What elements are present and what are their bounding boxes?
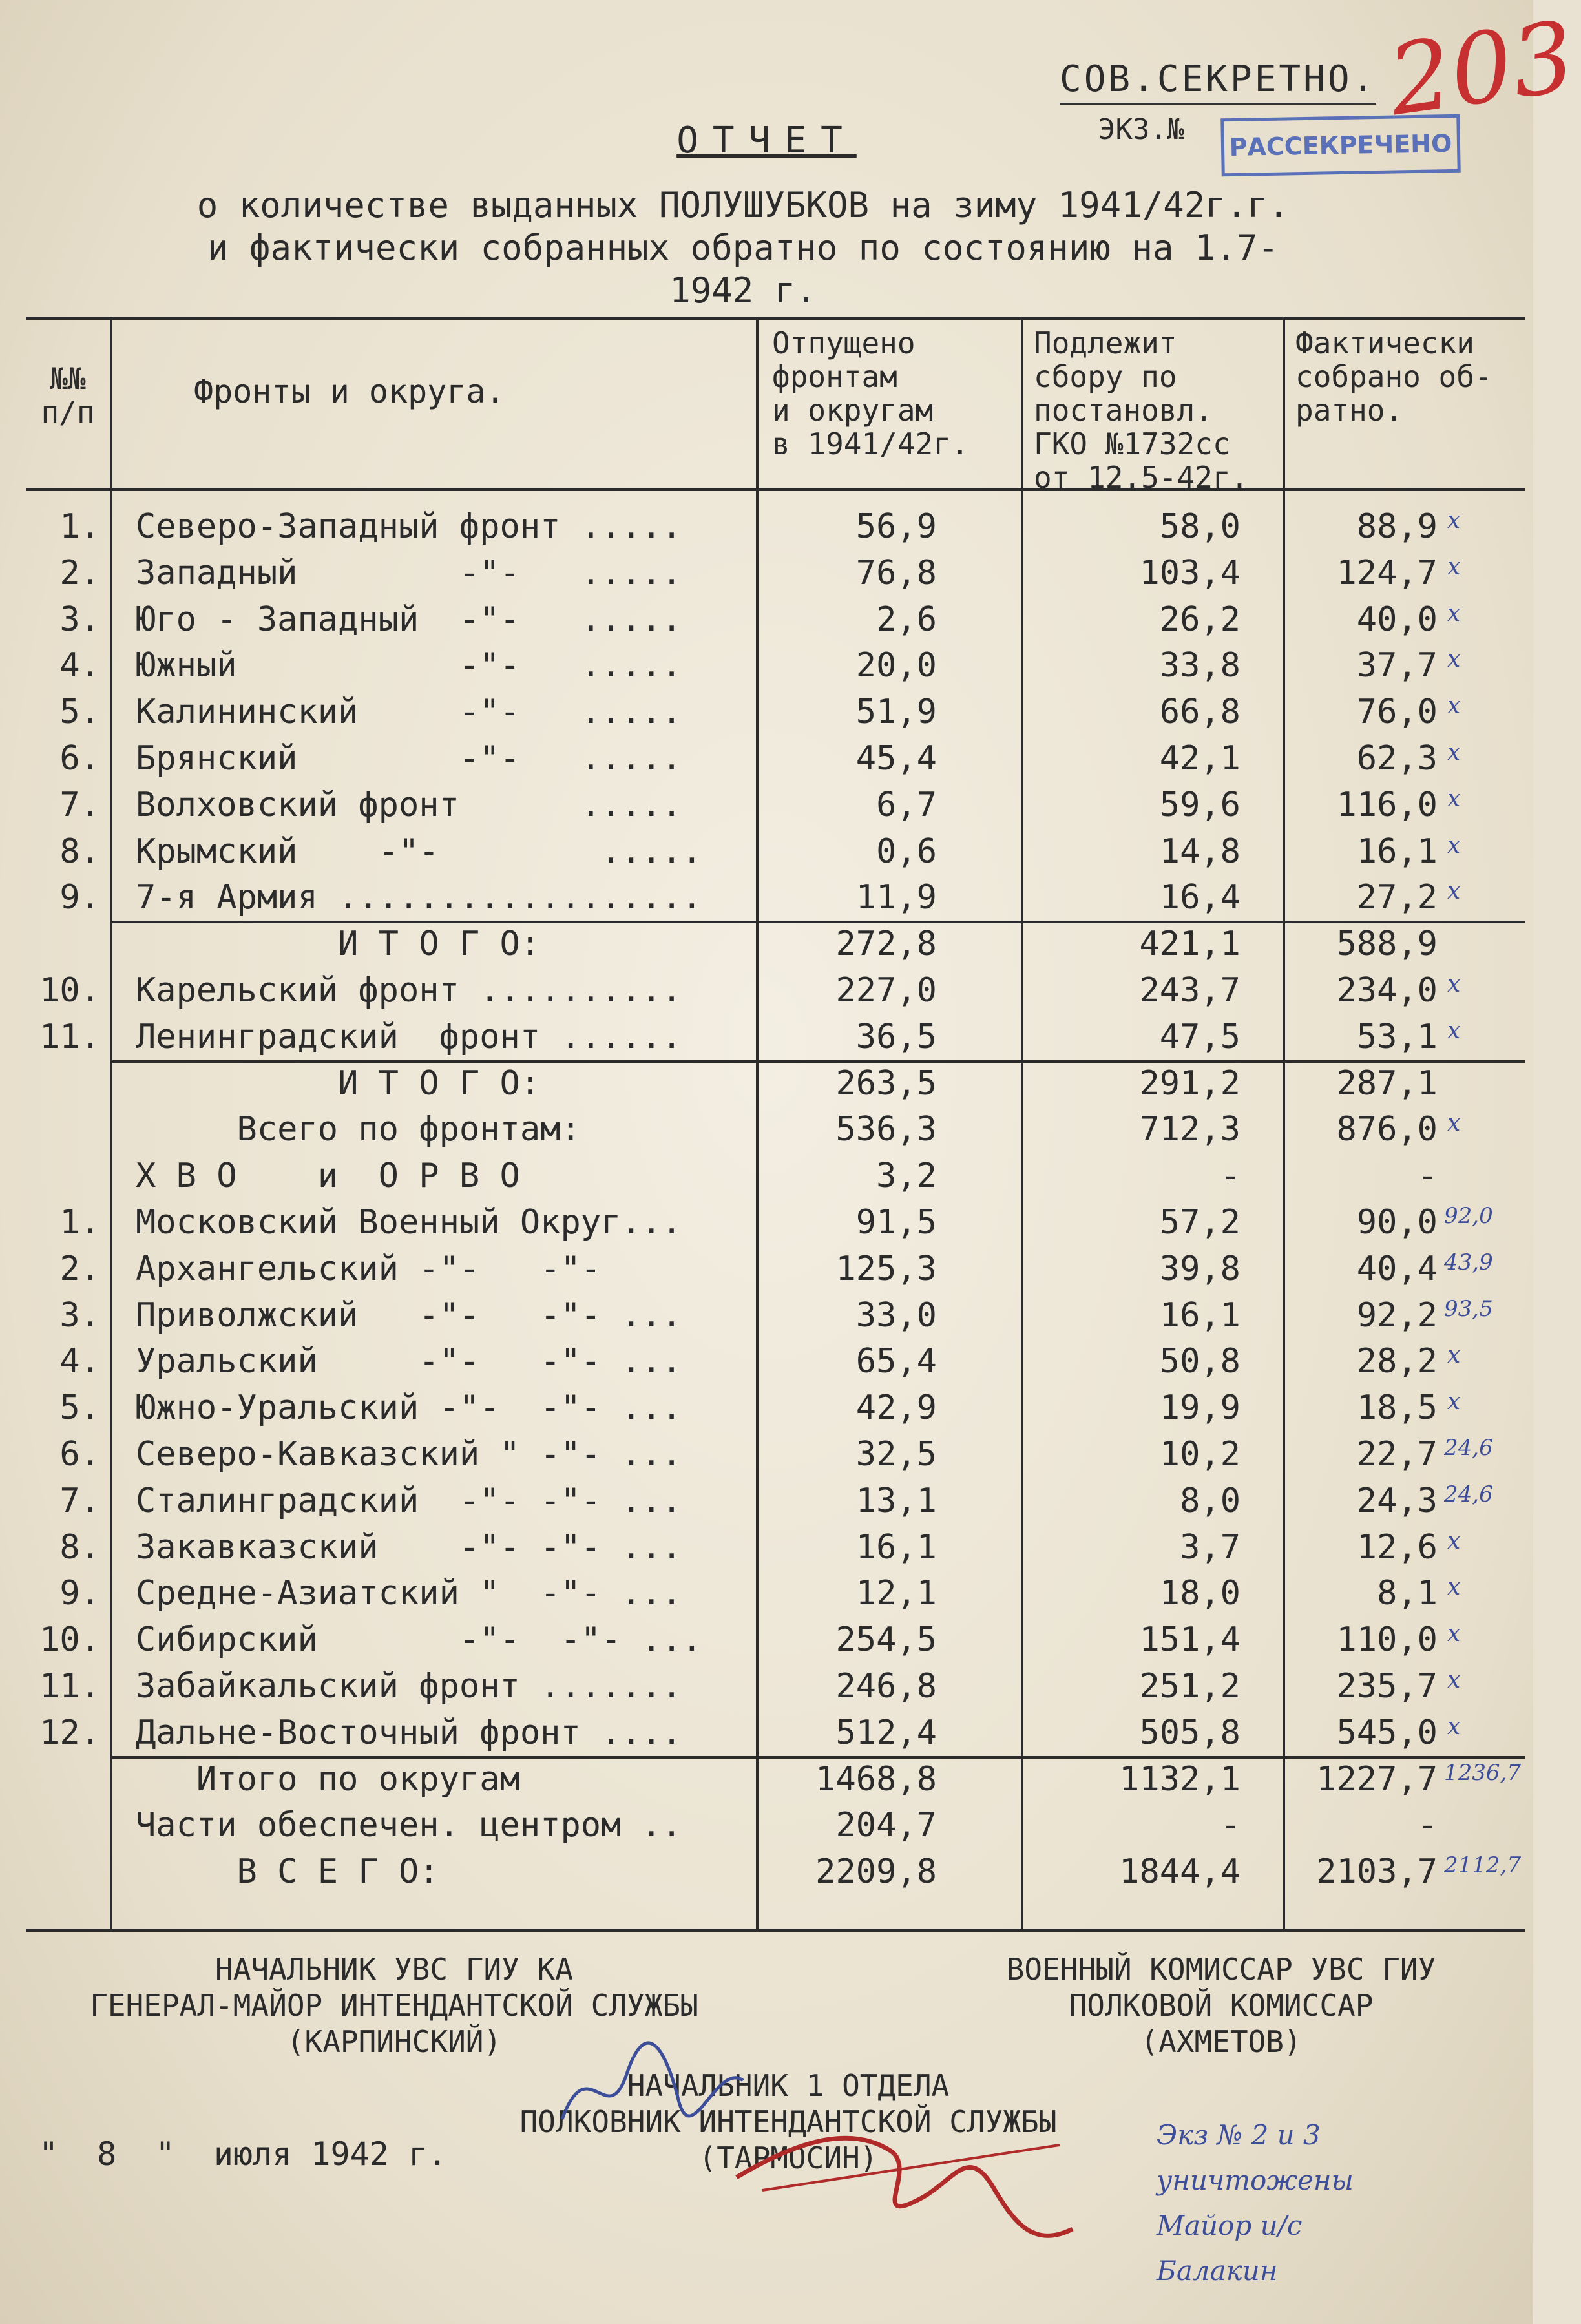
row-name: Ленинградский фронт ...... — [136, 1017, 682, 1056]
row-issued: 125,3 — [835, 1249, 937, 1288]
row-name: И Т О Г О: — [136, 925, 541, 964]
row-number: 4. — [59, 646, 100, 686]
row-issued: 33,0 — [855, 1295, 937, 1335]
row-check-mark: x — [1447, 832, 1461, 859]
row-check-mark: x — [1447, 1713, 1461, 1740]
row-collected: 110,0 — [1336, 1620, 1438, 1660]
row-to-collect: 66,8 — [1159, 693, 1241, 732]
declassified-stamp: РАССЕКРЕЧЕНО — [1220, 114, 1461, 176]
row-collected: 90,0 — [1356, 1203, 1438, 1242]
row-collected: 28,2 — [1356, 1342, 1438, 1381]
row-collected: 116,0 — [1336, 785, 1438, 824]
row-collected: 92,2 — [1356, 1295, 1438, 1335]
row-issued: 36,5 — [855, 1017, 937, 1056]
row-name: Приволжский -"- -"- ... — [136, 1295, 682, 1335]
row-number: 2. — [59, 553, 100, 592]
row-issued: 6,7 — [876, 785, 937, 824]
row-name: Южный -"- ..... — [136, 646, 682, 686]
row-corrected-value: 92,0 — [1444, 1203, 1493, 1229]
row-check-mark: x — [1447, 739, 1461, 766]
row-collected: 22,7 — [1356, 1435, 1438, 1474]
row-check-mark: x — [1447, 878, 1461, 905]
row-number: 5. — [59, 1388, 100, 1428]
col-header-name: Фронты и округа. — [194, 373, 505, 410]
row-check-mark: x — [1447, 1388, 1461, 1416]
row-issued: 42,9 — [855, 1388, 937, 1428]
row-issued: 11,9 — [855, 878, 937, 917]
row-to-collect: 712,3 — [1139, 1110, 1241, 1149]
row-number: 7. — [59, 1481, 100, 1520]
table-header-rule — [26, 488, 1525, 491]
row-to-collect: 1844,4 — [1119, 1852, 1241, 1892]
row-issued: 51,9 — [855, 693, 937, 732]
group-separator — [110, 921, 1525, 923]
row-issued: 65,4 — [855, 1342, 937, 1381]
row-issued: 91,5 — [855, 1203, 937, 1242]
row-number: 11. — [39, 1017, 100, 1056]
signature-left: НАЧАЛЬНИК УВС ГИУ КА ГЕНЕРАЛ-МАЙОР ИНТЕНДАНТСКОЙ СЛУЖБЫ (КАРПИНСКИЙ) — [90, 1952, 698, 2059]
row-to-collect: 10,2 — [1159, 1435, 1241, 1474]
row-to-collect: 14,8 — [1159, 832, 1241, 871]
archive-number: 203 — [1382, 0, 1581, 138]
row-name: Калининский -"- ..... — [136, 693, 682, 732]
row-number: 1. — [59, 507, 100, 546]
row-to-collect: 291,2 — [1139, 1063, 1241, 1103]
col-divider-2 — [756, 320, 759, 1929]
row-collected: 235,7 — [1336, 1667, 1438, 1706]
row-name: Уральский -"- -"- ... — [136, 1342, 682, 1381]
row-name: Сталинградский -"- -"- ... — [136, 1481, 682, 1520]
row-collected: 234,0 — [1336, 971, 1438, 1010]
row-to-collect: 16,1 — [1159, 1295, 1241, 1335]
row-check-mark: x — [1447, 1342, 1461, 1369]
row-to-collect: 59,6 — [1159, 785, 1241, 824]
col-header-to-collect: Подлежит сбору по постановл. ГКО №1732сс от 12.5-42г. — [1034, 326, 1249, 495]
row-name: 7-я Армия .................. — [136, 878, 702, 917]
col-header-issued: Отпущено фронтам и округам в 1941/42г. — [772, 326, 969, 461]
col-divider-1 — [110, 320, 112, 1929]
row-name: Брянский -"- ..... — [136, 739, 682, 778]
row-name: И Т О Г О: — [136, 1063, 541, 1103]
row-name: Западный -"- ..... — [136, 553, 682, 592]
handwritten-note: Экз № 2 и 3 уничтожены Майор и/с Балакин — [1157, 2119, 1354, 2287]
row-check-mark: x — [1447, 553, 1461, 580]
row-collected: 18,5 — [1356, 1388, 1438, 1428]
row-number: 4. — [59, 1342, 100, 1381]
row-check-mark: x — [1447, 646, 1461, 673]
row-to-collect: 1132,1 — [1119, 1759, 1241, 1799]
row-collected: 876,0 — [1336, 1110, 1438, 1149]
row-number: 1. — [59, 1203, 100, 1242]
row-collected: 24,3 — [1356, 1481, 1438, 1520]
row-collected: 62,3 — [1356, 739, 1438, 778]
row-check-mark: x — [1447, 693, 1461, 720]
row-to-collect: 57,2 — [1159, 1203, 1241, 1242]
row-number: 12. — [39, 1713, 100, 1752]
col-divider-4 — [1283, 320, 1285, 1929]
row-to-collect: 8,0 — [1180, 1481, 1241, 1520]
group-separator — [110, 1060, 1525, 1063]
row-collected: - — [1417, 1806, 1438, 1845]
row-name: Части обеспечен. центром .. — [136, 1806, 682, 1845]
row-check-mark: x — [1447, 507, 1461, 534]
row-collected: - — [1417, 1157, 1438, 1196]
row-name: Московский Военный Округ... — [136, 1203, 682, 1242]
row-number: 3. — [59, 1295, 100, 1335]
row-number: 10. — [39, 1620, 100, 1660]
row-to-collect: 50,8 — [1159, 1342, 1241, 1381]
row-corrected-value: 24,6 — [1444, 1435, 1493, 1461]
row-number: 3. — [59, 600, 100, 639]
row-corrected-value: 24,6 — [1444, 1481, 1493, 1507]
row-issued: 1468,8 — [815, 1759, 937, 1799]
row-collected: 545,0 — [1336, 1713, 1438, 1752]
row-number: 9. — [59, 1574, 100, 1613]
row-corrected-value: 1236,7 — [1444, 1759, 1521, 1786]
row-to-collect: 251,2 — [1139, 1667, 1241, 1706]
col-divider-3 — [1021, 320, 1023, 1929]
row-issued: 246,8 — [835, 1667, 937, 1706]
row-issued: 0,6 — [876, 832, 937, 871]
row-name: Х В О и О Р В О — [136, 1157, 520, 1196]
row-name: Закавказский -"- -"- ... — [136, 1527, 682, 1567]
row-name: Сибирский -"- -"- ... — [136, 1620, 702, 1660]
row-check-mark: x — [1447, 1574, 1461, 1601]
row-issued: 12,1 — [855, 1574, 937, 1613]
row-collected: 16,1 — [1356, 832, 1438, 871]
row-issued: 254,5 — [835, 1620, 937, 1660]
row-name: Волховский фронт ..... — [136, 785, 682, 824]
copy-label: ЭКЗ.№ — [1098, 113, 1184, 146]
row-to-collect: 421,1 — [1139, 925, 1241, 964]
row-issued: 13,1 — [855, 1481, 937, 1520]
row-issued: 32,5 — [855, 1435, 937, 1474]
row-name: Крымский -"- ..... — [136, 832, 702, 871]
row-name: Карельский фронт .......... — [136, 971, 682, 1010]
row-name: Забайкальский фронт ....... — [136, 1667, 682, 1706]
row-to-collect: - — [1220, 1806, 1241, 1845]
row-name: Южно-Уральский -"- -"- ... — [136, 1388, 682, 1428]
row-to-collect: 505,8 — [1139, 1713, 1241, 1752]
row-number: 6. — [59, 1435, 100, 1474]
row-collected: 1227,7 — [1316, 1759, 1438, 1799]
document-subtitle: о количестве выданных ПОЛУШУБКОВ на зиму 1941/42г.г. и фактически собранных обратно по состоянию на 1.7- 1942 г. — [196, 185, 1290, 311]
row-check-mark: x — [1447, 1110, 1461, 1137]
row-issued: 56,9 — [855, 507, 937, 546]
row-number: 7. — [59, 785, 100, 824]
row-corrected-value: 93,5 — [1444, 1295, 1493, 1322]
document-title: ОТЧЕТ — [676, 120, 857, 162]
row-to-collect: 103,4 — [1139, 553, 1241, 592]
classification-label: СОВ.СЕКРЕТНО. — [1060, 58, 1376, 105]
row-to-collect: 33,8 — [1159, 646, 1241, 686]
row-number: 11. — [39, 1667, 100, 1706]
row-check-mark: x — [1447, 1620, 1461, 1648]
row-collected: 40,0 — [1356, 600, 1438, 639]
row-name: Архангельский -"- -"- — [136, 1249, 602, 1288]
row-issued: 272,8 — [835, 925, 937, 964]
col-header-num: №№ п/п — [41, 361, 95, 430]
row-check-mark: x — [1447, 1527, 1461, 1555]
row-name: Дальне-Восточный фронт .... — [136, 1713, 682, 1752]
row-number: 8. — [59, 832, 100, 871]
row-collected: 27,2 — [1356, 878, 1438, 917]
row-to-collect: 19,9 — [1159, 1388, 1241, 1428]
row-check-mark: x — [1447, 1017, 1461, 1044]
row-number: 9. — [59, 878, 100, 917]
row-issued: 76,8 — [855, 553, 937, 592]
table-bottom-rule — [26, 1929, 1525, 1932]
row-collected: 12,6 — [1356, 1527, 1438, 1567]
row-collected: 124,7 — [1336, 553, 1438, 592]
row-to-collect: 18,0 — [1159, 1574, 1241, 1613]
col-header-collected: Фактически собрано об- ратно. — [1295, 326, 1492, 428]
row-check-mark: x — [1447, 785, 1461, 812]
row-collected: 588,9 — [1336, 925, 1438, 964]
row-number: 5. — [59, 693, 100, 732]
row-name: Северо-Западный фронт ..... — [136, 507, 682, 546]
row-number: 8. — [59, 1527, 100, 1567]
row-name: В С Е Г О: — [136, 1852, 439, 1892]
row-number: 2. — [59, 1249, 100, 1288]
row-collected: 8,1 — [1377, 1574, 1438, 1613]
row-to-collect: 151,4 — [1139, 1620, 1241, 1660]
row-to-collect: 243,7 — [1139, 971, 1241, 1010]
table-top-rule — [26, 317, 1525, 320]
row-name: Итого по округам — [136, 1759, 520, 1799]
row-check-mark: x — [1447, 600, 1461, 627]
row-number: 10. — [39, 971, 100, 1010]
group-separator — [110, 1756, 1525, 1759]
row-to-collect: 58,0 — [1159, 507, 1241, 546]
row-issued: 204,7 — [835, 1806, 937, 1845]
row-collected: 40,4 — [1356, 1249, 1438, 1288]
row-to-collect: 16,4 — [1159, 878, 1241, 917]
row-issued: 16,1 — [855, 1527, 937, 1567]
row-corrected-value: 2112,7 — [1444, 1852, 1521, 1879]
row-issued: 536,3 — [835, 1110, 937, 1149]
row-to-collect: 42,1 — [1159, 739, 1241, 778]
row-number: 6. — [59, 739, 100, 778]
row-check-mark: x — [1447, 1667, 1461, 1693]
row-check-mark: x — [1447, 971, 1461, 998]
row-to-collect: 39,8 — [1159, 1249, 1241, 1288]
row-issued: 512,4 — [835, 1713, 937, 1752]
row-issued: 2,6 — [876, 600, 937, 639]
row-collected: 287,1 — [1336, 1063, 1438, 1103]
row-name: Средне-Азиатский " -"- ... — [136, 1574, 682, 1613]
row-corrected-value: 43,9 — [1444, 1249, 1493, 1275]
row-issued: 20,0 — [855, 646, 937, 686]
row-collected: 2103,7 — [1316, 1852, 1438, 1892]
signature-right: ВОЕННЫЙ КОМИССАР УВС ГИУ ПОЛКОВОЙ КОМИССАР (АХМЕТОВ) — [1006, 1952, 1436, 2059]
row-issued: 263,5 — [835, 1063, 937, 1103]
document-date: " 8 " июля 1942 г. — [39, 2135, 448, 2173]
row-issued: 2209,8 — [815, 1852, 937, 1892]
row-issued: 3,2 — [876, 1157, 937, 1196]
row-issued: 227,0 — [835, 971, 937, 1010]
row-collected: 53,1 — [1356, 1017, 1438, 1056]
row-collected: 37,7 — [1356, 646, 1438, 686]
row-to-collect: - — [1220, 1157, 1241, 1196]
row-to-collect: 26,2 — [1159, 600, 1241, 639]
row-name: Северо-Кавказский " -"- ... — [136, 1435, 682, 1474]
row-to-collect: 3,7 — [1180, 1527, 1241, 1567]
row-to-collect: 47,5 — [1159, 1017, 1241, 1056]
row-collected: 88,9 — [1356, 507, 1438, 546]
row-collected: 76,0 — [1356, 693, 1438, 732]
row-issued: 45,4 — [855, 739, 937, 778]
row-name: Всего по фронтам: — [136, 1110, 581, 1149]
signature-center: НАЧАЛЬНИК 1 ОТДЕЛА ПОЛКОВНИК ИНТЕНДАНТСКОЙ СЛУЖБЫ (ТАРМОСИН) — [519, 2068, 1057, 2175]
signature-scribble-tarmosin — [724, 2100, 1085, 2294]
row-name: Юго - Западный -"- ..... — [136, 600, 682, 639]
